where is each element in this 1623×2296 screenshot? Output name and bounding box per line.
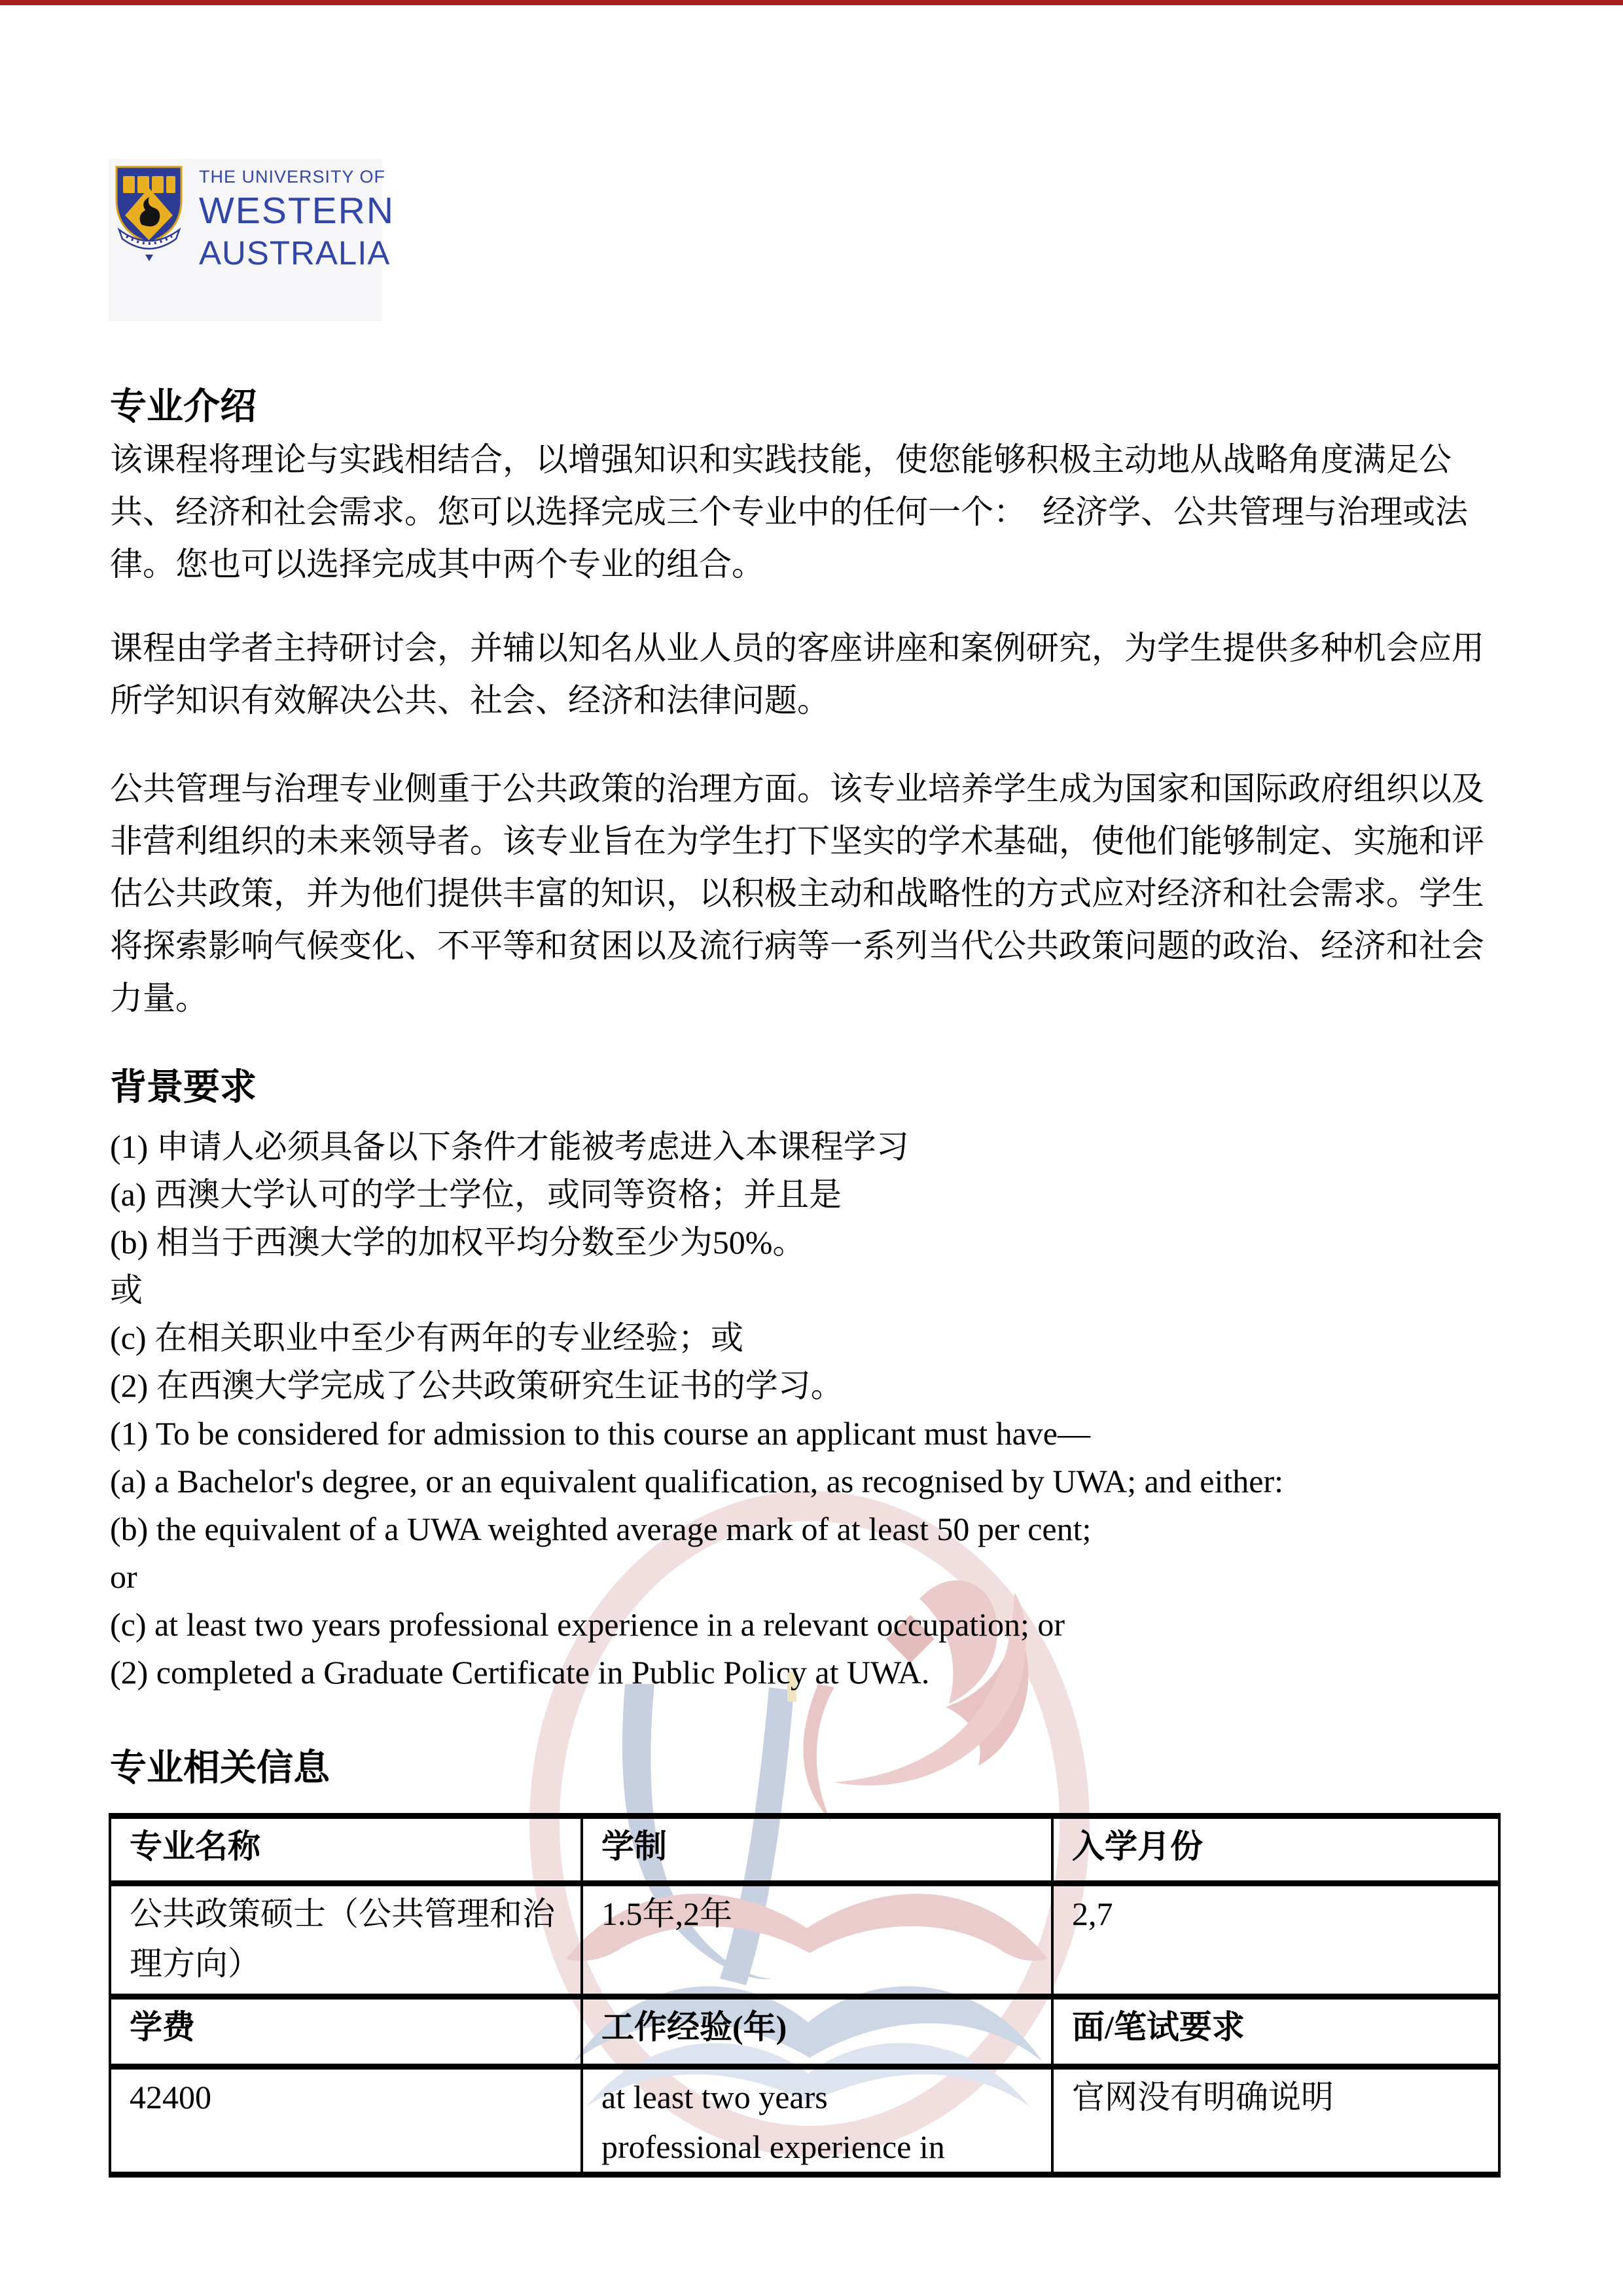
cell-work-experience-text: at least two years professional experience in — [601, 2079, 945, 2165]
logo-line-2: WESTERN — [199, 190, 395, 232]
list-item: (b) 相当于西澳大学的加权平均分数至少为50%。 — [110, 1224, 806, 1261]
list-item: or — [110, 1558, 137, 1595]
header-cell-work-experience: 工作经验(年) — [582, 1997, 1052, 2067]
intro-paragraph-3: 公共管理与治理专业侧重于公共政策的治理方面。该专业培养学生成为国家和国际政府组织以及非营利组织的未来领导者。该专业旨在为学生打下坚实的学术基础，使他们能够制定、实施和评估公共政策，并为他们提供丰富的知识，以积极主动和战略性的方式应对经济和社会需求。学生将探索影响气候变化、不平等和贫困以及流行病等一系列当代公共政策问题的政治、经济和社会力量。 — [110, 770, 1484, 1016]
list-item: 或 — [110, 1272, 143, 1308]
program-info-table — [109, 1813, 1501, 2178]
cell-interview-requirement: 官网没有明确说明 — [1052, 2067, 1499, 2175]
cell-intake-month: 2,7 — [1052, 1884, 1499, 1997]
logo-line-1: THE UNIVERSITY OF — [199, 167, 386, 187]
table-header-row — [110, 1816, 1499, 1884]
background-requirements-list — [110, 1123, 1563, 1696]
table-header-row — [110, 1997, 1499, 2067]
cell-duration: 1.5年,2年 — [582, 1884, 1052, 1997]
table-row — [110, 2067, 1499, 2175]
cell-program-name: 公共政策硕士（公共管理和治理方向） — [110, 1884, 582, 1997]
list-item: (b) the equivalent of a UWA weighted average mark of at least 50 per cent; — [110, 1511, 1092, 1547]
list-item: (c) at least two years professional experience in a relevant occupation; or — [110, 1606, 1065, 1643]
header-cell-program-name: 专业名称 — [110, 1816, 582, 1884]
cell-tuition: 42400 — [110, 2067, 582, 2175]
header-cell-interview-requirement: 面/笔试要求 — [1052, 1997, 1499, 2067]
logo-line-3: AUSTRALIA — [199, 234, 391, 272]
list-item: (a) a Bachelor's degree, or an equivalent qualification, as recognised by UWA; and either: — [110, 1463, 1284, 1499]
header-cell-tuition: 学费 — [110, 1997, 582, 2067]
intro-paragraph-2: 课程由学者主持研讨会，并辅以知名从业人员的客座讲座和案例研究，为学生提供多种机会应用所学知识有效解决公共、社会、经济和法律问题。 — [110, 630, 1484, 719]
uwa-logo — [109, 159, 395, 321]
list-item: (a) 西澳大学认可的学士学位，或同等资格；并且是 — [110, 1176, 842, 1213]
background-heading: 背景要求 — [110, 1067, 257, 1108]
list-item: (c) 在相关职业中至少有两年的专业经验；或 — [110, 1319, 743, 1356]
top-accent-line — [0, 0, 1623, 5]
list-item: (1) To be considered for admission to this course an applicant must have— — [110, 1415, 1090, 1452]
table-row — [110, 1884, 1499, 1997]
cell-work-experience — [582, 2067, 1052, 2175]
list-item: (2) completed a Graduate Certificate in Public Policy at UWA. — [110, 1654, 930, 1691]
list-item: (1) 申请人必须具备以下条件才能被考虑进入本课程学习 — [110, 1128, 909, 1165]
uwa-wordmark — [199, 166, 395, 272]
intro-paragraph-1: 该课程将理论与实践相结合，以增强知识和实践技能，使您能够积极主动地从战略角度满足公共、经济和社会需求。您可以选择完成三个专业中的任何一个： 经济学、公共管理与治理或法律。您也可以选择完成其中两个专业的组合。 — [110, 441, 1468, 583]
header-cell-duration: 学制 — [582, 1816, 1052, 1884]
intro-heading: 专业介绍 — [110, 387, 257, 427]
header-cell-intake-month: 入学月份 — [1052, 1816, 1499, 1884]
uwa-crest-icon — [115, 166, 183, 262]
list-item: (2) 在西澳大学完成了公共政策研究生证书的学习。 — [110, 1367, 844, 1404]
info-heading: 专业相关信息 — [110, 1748, 330, 1789]
